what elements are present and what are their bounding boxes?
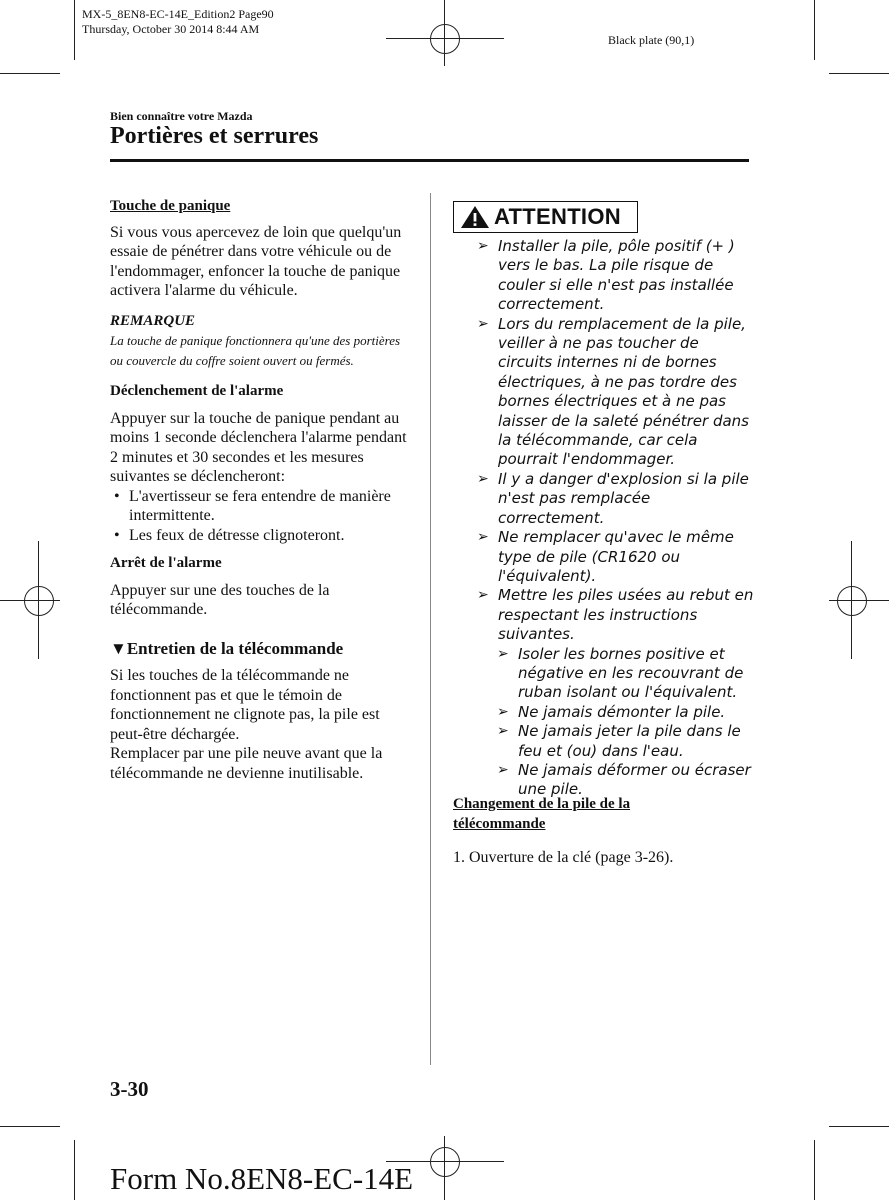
- list-item: [474, 237, 756, 315]
- arrow-bullet-icon: ➢: [477, 238, 489, 254]
- left-column: [110, 197, 410, 783]
- arrow-bullet-icon: ➢: [477, 315, 489, 332]
- arrow-bullet-icon: ➢: [497, 761, 509, 778]
- print-job-date: Thursday, October 30 2014 8:44 AM: [82, 22, 260, 36]
- stop-text: Appuyer sur une des touches de la télécommande.: [110, 581, 330, 618]
- list-item: • Les feux de détresse clignoteront.: [110, 526, 410, 546]
- trigger-list: [110, 487, 410, 546]
- battery-change-section: [453, 795, 713, 868]
- title-rule: [110, 159, 749, 162]
- stop-heading: Arrêt de l'alarme: [110, 555, 222, 571]
- attention-list: [474, 237, 756, 800]
- maintenance-text: Si les touches de la télécommande ne fonctionnent pas et que le témoin de fonctionnement ne clignote pas, la pile est peut-être déchargée.: [110, 667, 380, 743]
- list-item: [494, 761, 756, 800]
- warning-text: Ne jamais jeter la pile dans le feu et (ou) dans l'eau.: [518, 722, 741, 760]
- warning-text: Ne remplacer qu'avec le même type de pile (CR1620 ou l'équivalent).: [498, 528, 734, 585]
- maintenance-text-2: Remplacer par une pile neuve avant que la télécommande ne devienne inutilisable.: [110, 745, 383, 782]
- triangle-down-icon: ▼: [110, 638, 127, 658]
- maintenance-heading-text: Entretien de la télécommande: [126, 638, 344, 658]
- warning-text: Il y a danger d'explosion si la pile n'est pas remplacée correctement.: [498, 469, 749, 527]
- warning-triangle-icon: [460, 205, 490, 229]
- attention-label: ATTENTION: [494, 204, 621, 229]
- page-title: Portières et serrures: [110, 123, 319, 149]
- arrow-bullet-icon: ➢: [477, 529, 489, 546]
- print-job-file: MX-5_8EN8-EC-14E_Edition2 Page90: [82, 7, 274, 21]
- warning-text: Mettre les piles usées au rebut en respectant les instructions suivantes.: [498, 586, 754, 644]
- arrow-bullet-icon: ➢: [497, 723, 509, 740]
- warning-text: Ne jamais déformer ou écraser une pile.: [518, 760, 751, 799]
- panic-text: Si vous vous apercevez de loin que quelqu'un essaie de pénétrer dans votre véhicule ou de l'endommager, enfoncer la touche de panique activera l'alarme du véhicule.: [110, 223, 402, 299]
- maintenance-heading: [110, 639, 410, 659]
- list-item: • L'avertisseur se fera entendre de manière intermittente.: [110, 487, 410, 526]
- column-divider: [430, 193, 431, 1065]
- trigger-text: Appuyer sur la touche de panique pendant au moins 1 seconde déclenchera l'alarme pendant 2 minutes et 30 secondes et les mesures suivantes se déclencheront:: [110, 409, 407, 485]
- arrow-bullet-icon: ➢: [477, 587, 489, 604]
- arrow-bullet-icon: ➢: [497, 703, 509, 720]
- warning-text: Ne jamais démonter la pile.: [518, 702, 726, 721]
- warning-text: Lors du remplacement de la pile, veiller à ne pas toucher de circuits internes ni de bornes électriques, à ne pas tordre des bornes électriques et à ne pas laisser de la saleté pénétrer dans la télécommande, car cela pourrait l'endommager.: [498, 314, 749, 469]
- list-item: [474, 586, 756, 644]
- note-text: La touche de panique fonctionnera qu'une des portières ou couvercle du coffre soient ouvert ou fermés.: [110, 333, 401, 368]
- list-item: [474, 528, 756, 586]
- note-heading: REMARQUE: [110, 312, 196, 329]
- list-item: [474, 470, 756, 528]
- list-item: [474, 315, 756, 470]
- battery-change-step: 1. Ouverture de la clé (page 3-26).: [453, 849, 674, 866]
- warning-text: Isoler les bornes positive et négative en les recouvrant de ruban isolant ou l'équivalent.: [518, 644, 744, 702]
- arrow-bullet-icon: ➢: [477, 470, 489, 487]
- battery-change-heading: Changement de la pile de la télécommande: [453, 796, 631, 832]
- sub-warning-list: [494, 645, 756, 800]
- page-number: 3-30: [110, 1077, 149, 1101]
- print-job-info: [82, 7, 274, 37]
- panic-heading: Touche de panique: [110, 198, 231, 214]
- list-item: [494, 703, 756, 722]
- section-name: Bien connaître votre Mazda: [110, 109, 253, 123]
- list-item: [494, 645, 756, 703]
- form-number: Form No.8EN8-EC-14E: [110, 1161, 414, 1196]
- plate-info: Black plate (90,1): [608, 33, 695, 47]
- arrow-bullet-icon: ➢: [497, 645, 509, 662]
- list-item: [494, 722, 756, 761]
- attention-box: [453, 201, 638, 233]
- trigger-heading: Déclenchement de l'alarme: [110, 383, 284, 399]
- warning-text: Installer la pile, pôle positif (+ ) vers le bas. La pile risque de couler si elle n'est pas installée correctement.: [498, 237, 735, 314]
